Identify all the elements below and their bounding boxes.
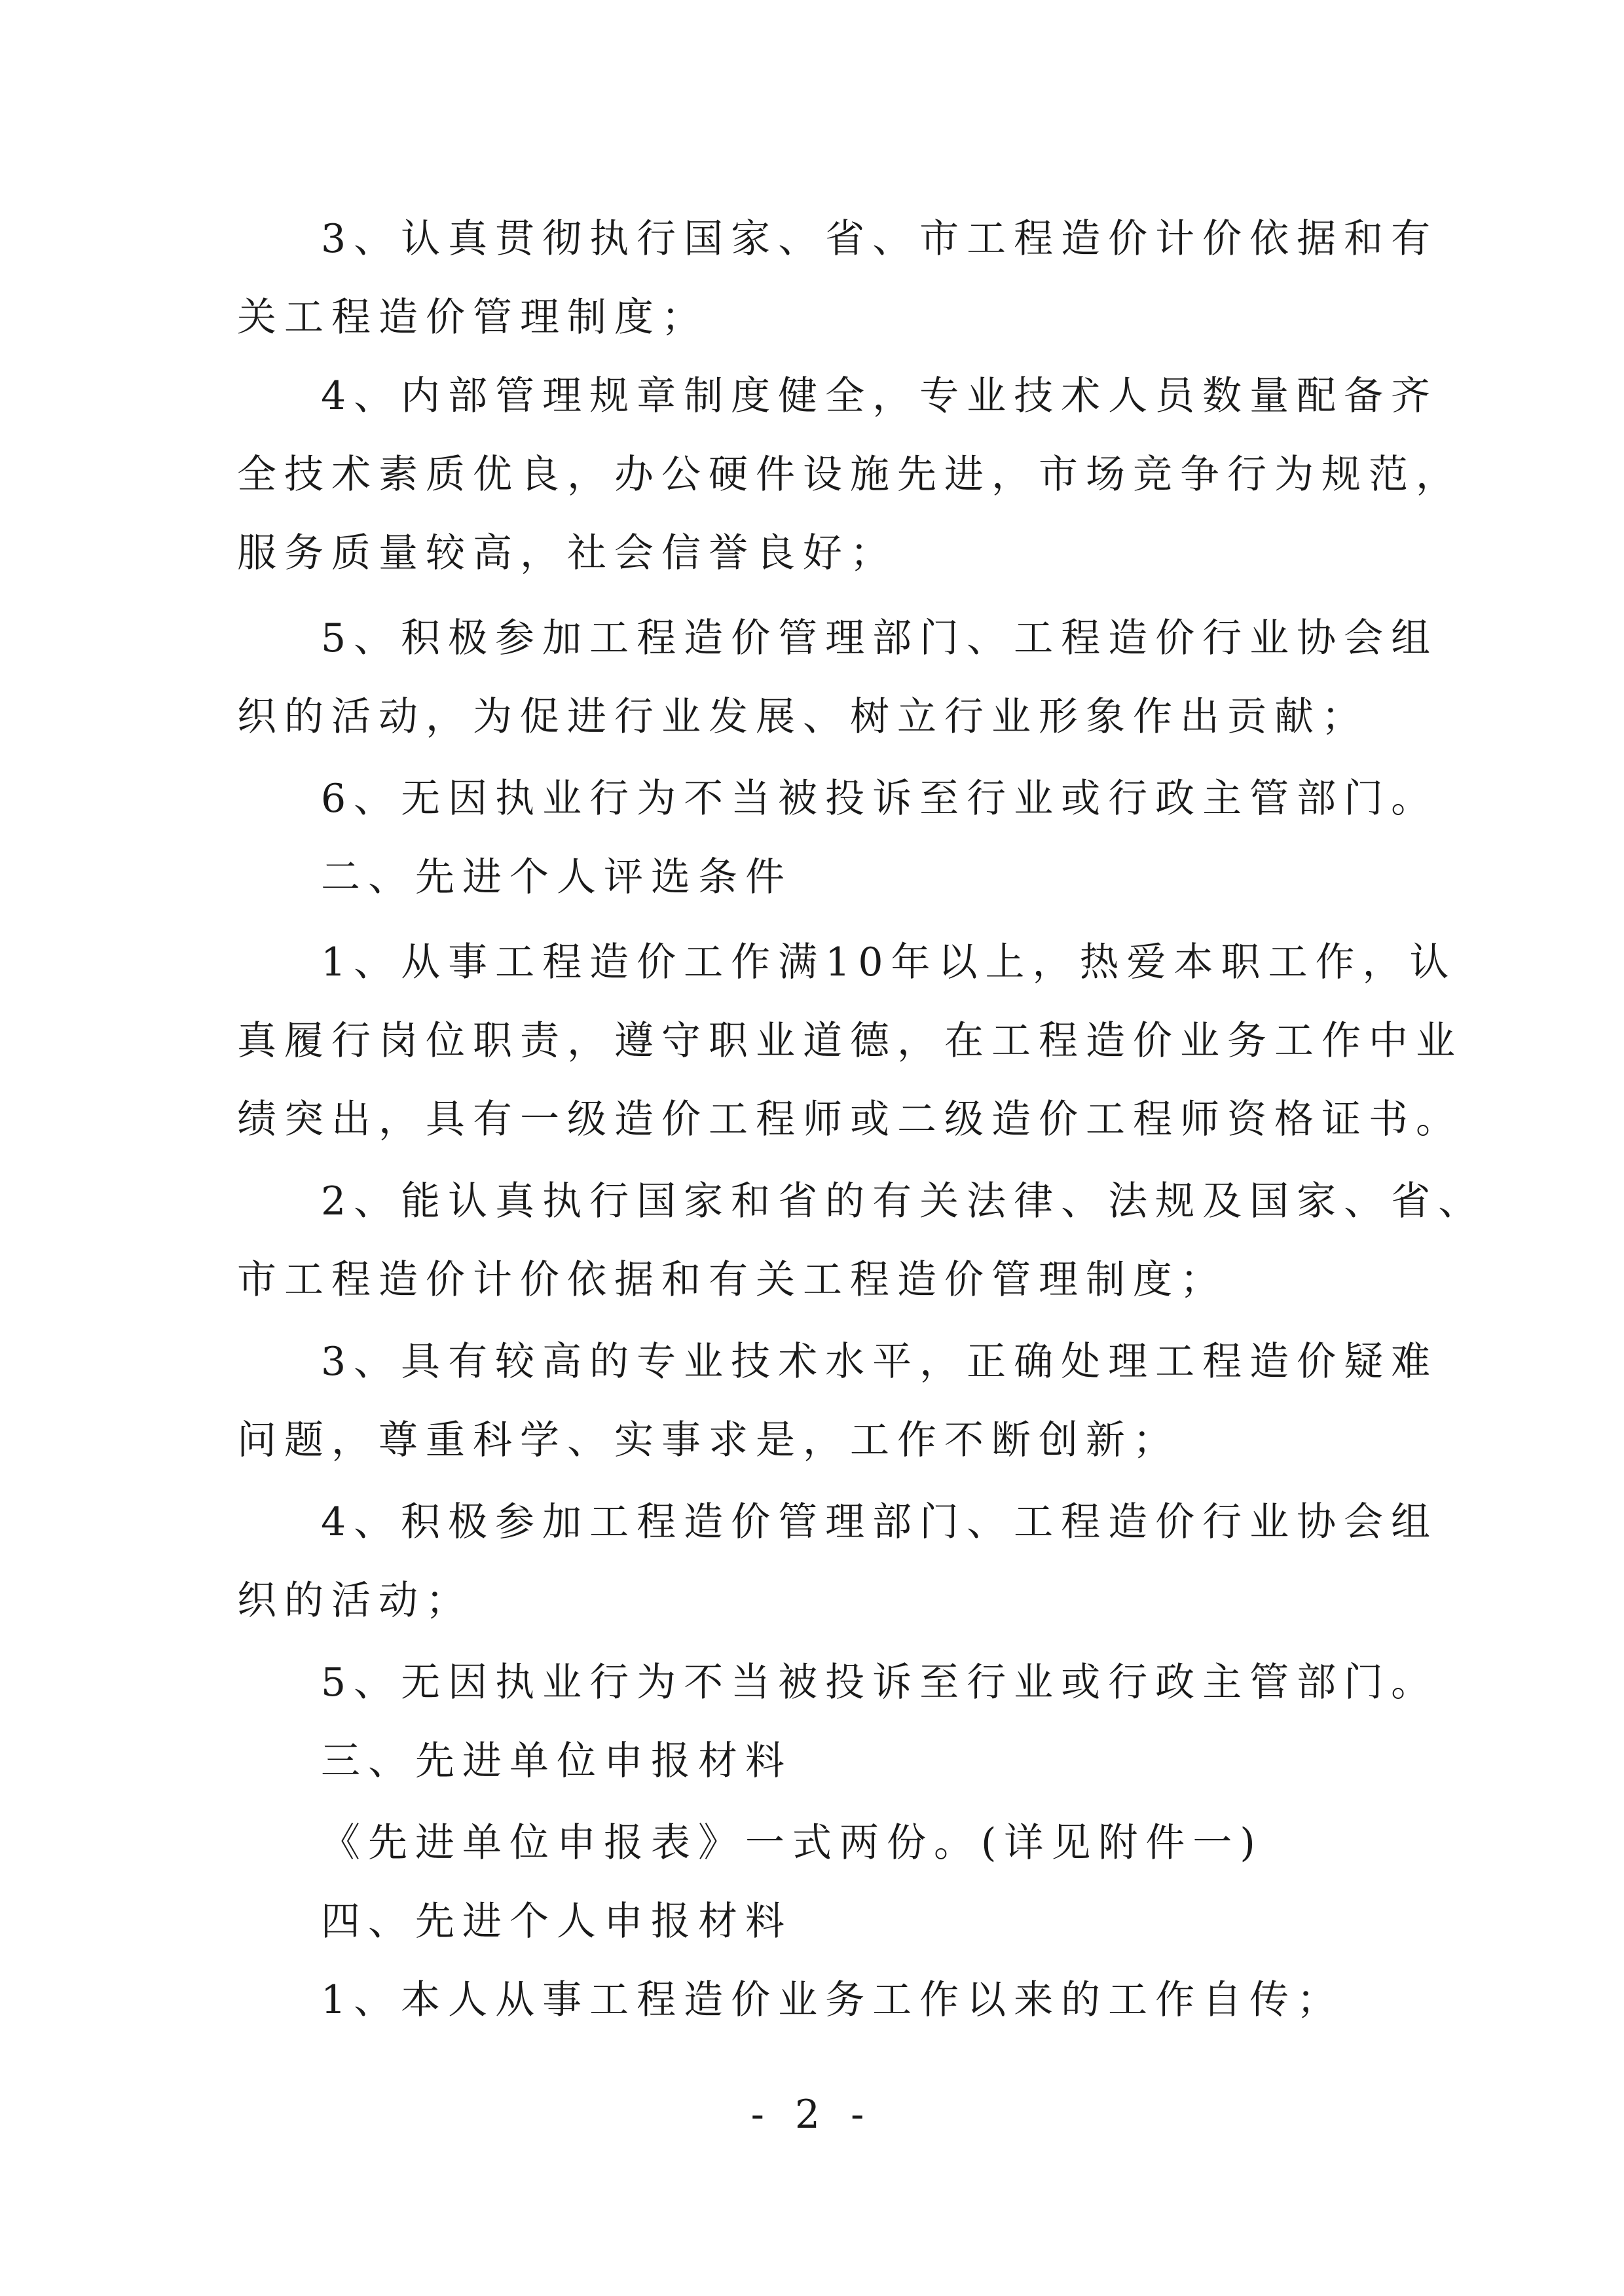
- paragraph-line: 《先进单位申报表》一式两份。(详见附件一): [321, 1820, 1263, 1866]
- paragraph-line: 真履行岗位职责，遵守职业道德，在工程造价业务工作中业: [237, 1018, 1463, 1064]
- paragraph-line: 服务质量较高，社会信誉良好；: [237, 530, 897, 576]
- paragraph-line: 4、积极参加工程造价管理部门、工程造价行业协会组: [321, 1499, 1439, 1545]
- paragraph-line: 绩突出，具有一级造价工程师或二级造价工程师资格证书。: [237, 1097, 1463, 1142]
- paragraph-line: 织的活动，为促进行业发展、树立行业形象作出贡献；: [237, 694, 1369, 740]
- paragraph-line: 1、从事工程造价工作满10年以上，热爱本职工作，认: [321, 939, 1457, 985]
- paragraph-line: 4、内部管理规章制度健全，专业技术人员数量配备齐: [321, 373, 1439, 419]
- section-heading: 三、先进单位申报材料: [321, 1738, 792, 1784]
- paragraph-line: 市工程造价计价依据和有关工程造价管理制度；: [237, 1257, 1227, 1303]
- paragraph-line: 织的活动；: [237, 1578, 473, 1624]
- paragraph-line: 全技术素质优良，办公硬件设施先进，市场竞争行为规范，: [237, 452, 1463, 498]
- paragraph-line: 关工程造价管理制度；: [237, 295, 709, 340]
- section-heading: 四、先进个人申报材料: [321, 1899, 792, 1944]
- section-heading: 二、先进个人评选条件: [321, 854, 792, 900]
- page-number: - 2 -: [750, 2092, 874, 2138]
- paragraph-line: 5、积极参加工程造价管理部门、工程造价行业协会组: [321, 615, 1439, 661]
- paragraph-line: 问题，尊重科学、实事求是，工作不断创新；: [237, 1417, 1180, 1463]
- paragraph-line: 5、无因执业行为不当被投诉至行业或行政主管部门。: [321, 1660, 1439, 1705]
- paragraph-line: 3、认真贯彻执行国家、省、市工程造价计价依据和有: [321, 216, 1439, 262]
- paragraph-line: 2、能认真执行国家和省的有关法律、法规及国家、省、: [321, 1178, 1486, 1224]
- paragraph-line: 1、本人从事工程造价业务工作以来的工作自传；: [321, 1977, 1344, 2023]
- paragraph-line: 3、具有较高的专业技术水平，正确处理工程造价疑难: [321, 1339, 1439, 1385]
- paragraph-line: 6、无因执业行为不当被投诉至行业或行政主管部门。: [321, 776, 1439, 822]
